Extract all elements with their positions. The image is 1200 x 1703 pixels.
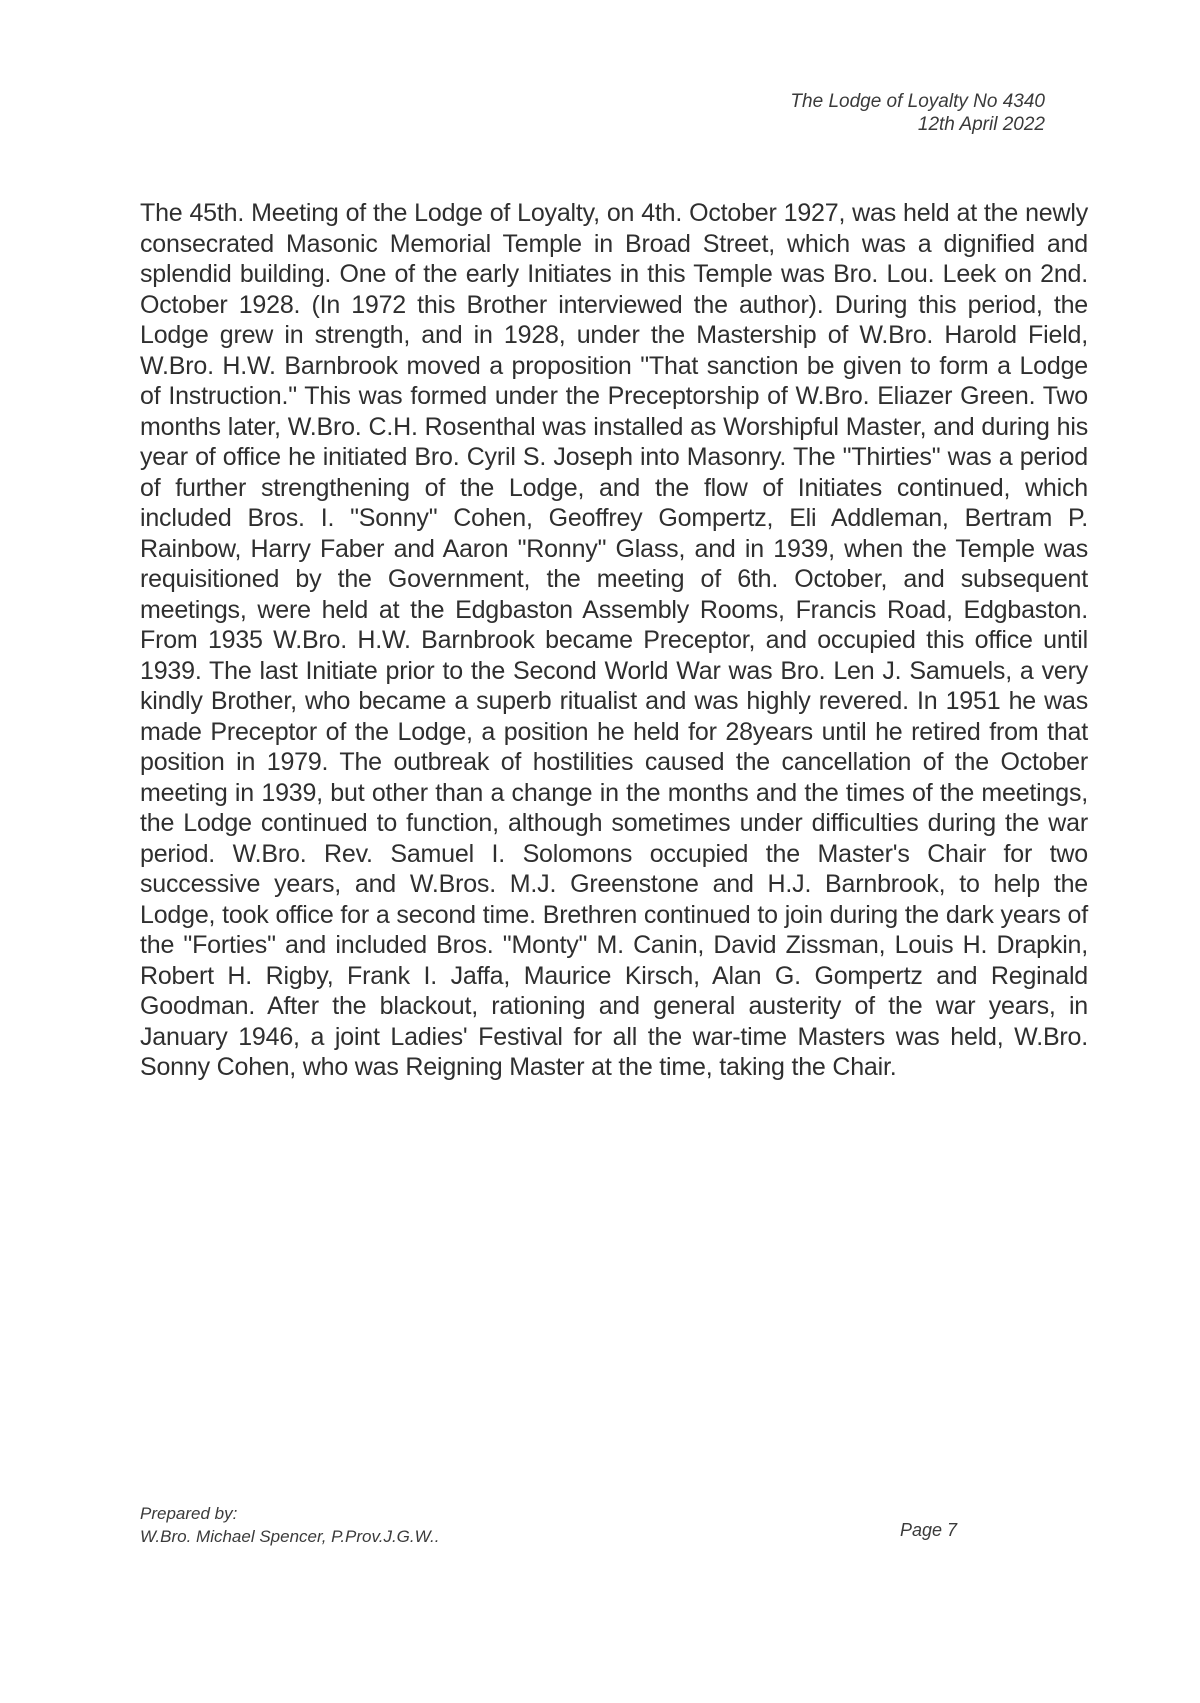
header-date: 12th April 2022 — [917, 114, 1045, 135]
page-number: Page 7 — [899, 1520, 957, 1540]
prepared-by-name: W.Bro. Michael Spencer, P.Prov.J.G.W.. — [140, 1527, 440, 1546]
prepared-by-label: Prepared by: — [140, 1504, 238, 1523]
page-header — [790, 90, 1045, 136]
header-title: The Lodge of Loyalty No 4340 — [790, 91, 1045, 112]
body-paragraph: The 45th. Meeting of the Lodge of Loyalty, on 4th. October 1927, was held at the newly consecrated Masonic Memorial Temple in Broad Street, which was a dignified and splendid building. One of the early Initiates in this Temple was Bro. Lou. Leek on 2nd. October 1928. (In 1972 this Brother interviewed the author). During this period, the Lodge grew in strength, and in 1928, under the Mastership of W.Bro. Harold Field, W.Bro. H.W. Barnbrook moved a proposition "That sanction be given to form a Lodge of Instruction." This was formed under the Preceptorship of W.Bro. Eliazer Green. Two months later, W.Bro. C.H. Rosenthal was installed as Worshipful Master, and during his year of office he initiated Bro. Cyril S. Joseph into Masonry. The "Thirties" was a period of further strengthening of the Lodge, and the flow of Initiates continued, which included Bros. I. "Sonny" Cohen, Geoffrey Gompertz, Eli Addleman, Bertram P. Rainbow, Harry Faber and Aaron "Ronny" Glass, and in 1939, when the Temple was requisitioned by the Government, the meeting of 6th. October, and subsequent meetings, were held at the Edgbaston Assembly Rooms, Francis Road, Edgbaston. From 1935 W.Bro. H.W. Barnbrook became Preceptor, and occupied this office until 1939. The last Initiate prior to the Second World War was Bro. Len J. Samuels, a very kindly Brother, who became a superb ritualist and was highly revered. In 1951 he was made Preceptor of the Lodge, a position he held for 28years until he retired from that position in 1979. The outbreak of hostilities caused the cancellation of the October meeting in 1939, but other than a change in the months and the times of the meetings, the Lodge continued to function, although sometimes under difficulties during the war period. W.Bro. Rev. Samuel I. Solomons occupied the Master's Chair for two successive years, and W.Bros. M.J. Greenstone and H.J. Barnbrook, to help the Lodge, took office for a second time. Brethren continued to join during the dark years of the "Forties" and included Bros. "Monty" M. Canin, David Zissman, Louis H. Drapkin, Robert H. Rigby, Frank I. Jaffa, Maurice Kirsch, Alan G. Gompertz and Reginald Goodman. After the blackout, rationing and general austerity of the war years, in January 1946, a joint Ladies' Festival for all the war-time Masters was held, W.Bro. Sonny Cohen, who was Reigning Master at the time, taking the Chair. — [140, 199, 1088, 1081]
footer-prepared-by — [140, 1502, 439, 1548]
